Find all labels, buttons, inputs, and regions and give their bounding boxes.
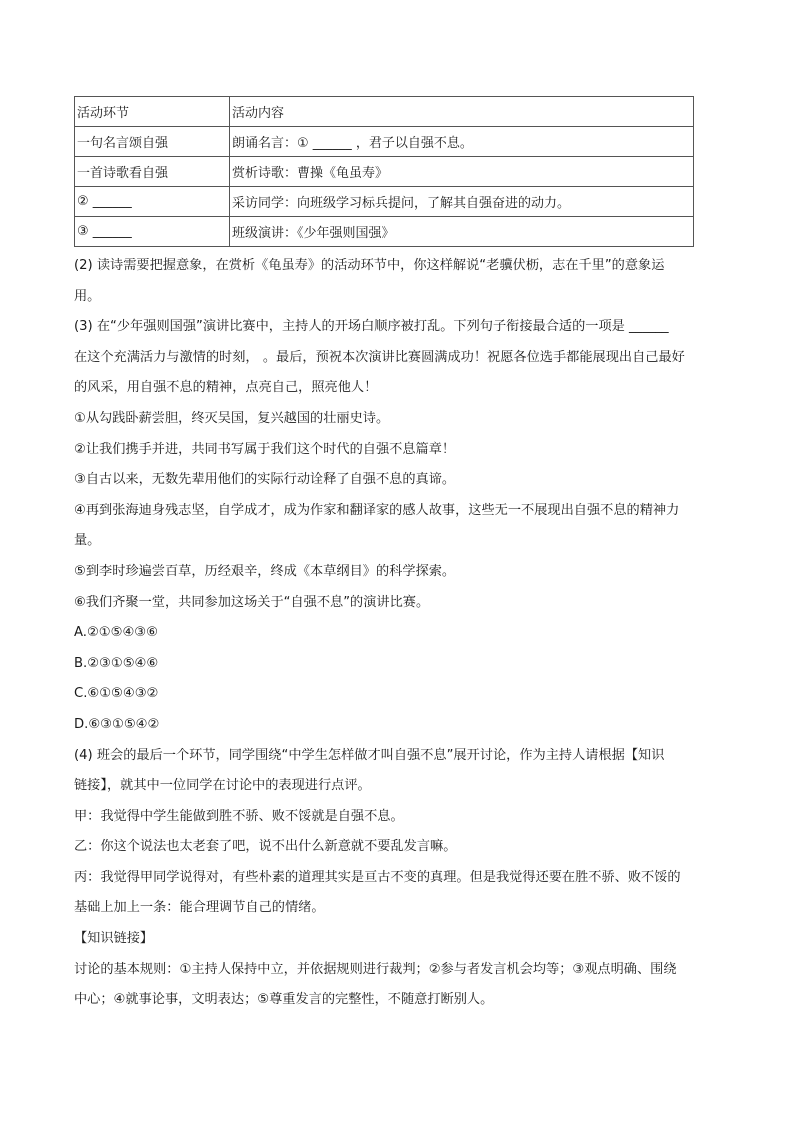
q3-sentence: ⑥我们齐聚一堂，共同参加这场关于“自强不息”的演讲比赛。 [74, 594, 430, 610]
q2-line: 用。 [74, 288, 101, 304]
document-page [74, 96, 720, 1016]
q3-sentence: ②让我们携手并进，共同书写属于我们这个时代的自强不息篇章！ [74, 441, 456, 457]
q3-line: (3) 在“少年强则国强”演讲比赛中，主持人的开场白顺序被打乱。下列句子衔接最合适的一项是 ______ [74, 319, 669, 335]
q2-line: (2) 读诗需要把握意象，在赏析《龟虽寿》的活动环节中，你这样解说“老骥伏枥，志在千里”的意象运 [74, 258, 665, 273]
dialogue-bing: 丙：我觉得甲同学说得对，有些朴素的道理其实是亘古不变的真理。但是我觉得还要在胜不骄、败不馁的 [74, 869, 681, 885]
table-header-cell: 活动环节 [75, 97, 230, 127]
q3-line: 的风采，用自强不息的精神，点亮自己，照亮他人！ [74, 380, 378, 396]
answer-option: D.⑥③①⑤④② [74, 716, 160, 732]
dialogue-yi: 乙：你这个说法也太老套了吧，说不出什么新意就不要乱发言嘛。 [74, 839, 457, 855]
answer-option: A.②①⑤④③⑥ [74, 625, 158, 641]
q4-line: 链接】，就其中一位同学在讨论中的表现进行点评。 [74, 778, 371, 794]
table-cell: 一句名言颂自强 [75, 127, 230, 157]
question-content [74, 251, 720, 1016]
answer-option: C.⑥①⑤④③② [74, 686, 159, 702]
table-row [75, 187, 694, 217]
table-cell: 一首诗歌看自强 [75, 157, 230, 187]
table-cell: ② ______ [75, 187, 230, 217]
table-cell: ③ ______ [75, 217, 230, 247]
q3-sentence: 量。 [74, 533, 101, 549]
q4-line: (4) 班会的最后一个环节，同学围绕“中学生怎样做才叫自强不息”展开讨论，作为主持人请根据【知识 [74, 747, 665, 763]
q3-sentence: ④再到张海迪身残志坚，自学成才，成为作家和翻译家的感人故事，这些无一不展现出自强不息的精神力 [74, 502, 680, 518]
table-row [75, 127, 694, 157]
table-row [75, 217, 694, 247]
table-cell: 赏析诗歌：曹操《龟虽寿》 [230, 157, 694, 187]
q3-sentence: ①从勾践卧薪尝胆，终灭吴国，复兴越国的壮丽史诗。 [74, 410, 390, 426]
activity-table [74, 96, 694, 247]
answer-option: B.②③①⑤④⑥ [74, 655, 159, 671]
discussion-rules: 讨论的基本规则：①主持人保持中立，并依据规则进行裁判；②参与者发言机会均等；③观点明确、围绕 [74, 961, 677, 977]
table-cell: 班级演讲：《少年强则国强》 [230, 217, 694, 247]
table-header-cell: 活动内容 [230, 97, 694, 127]
table-row [75, 157, 694, 187]
table-cell: 朗诵名言：① ______ ，君子以自强不息。 [230, 127, 694, 157]
q3-sentence: ③自古以来，无数先辈用他们的实际行动诠释了自强不息的真谛。 [74, 472, 456, 488]
q3-line: 在这个充满活力与激情的时刻， 。最后，预祝本次演讲比赛圆满成功！祝愿各位选手都能展现出自己最好 [74, 349, 685, 365]
dialogue-jia: 甲：我觉得中学生能做到胜不骄、败不馁就是自强不息。 [74, 808, 404, 824]
knowledge-link-title: 【知识链接】 [74, 931, 154, 947]
q3-sentence: ⑤到李时珍遍尝百草，历经艰辛，终成《本草纲目》的科学探索。 [74, 563, 456, 579]
discussion-rules: 中心；④就事论事，文明表达；⑤尊重发言的完整性，不随意打断别人。 [74, 992, 494, 1008]
table-cell: 采访同学：向班级学习标兵提问，了解其自强奋进的动力。 [230, 187, 694, 217]
table-header-row [75, 97, 694, 127]
dialogue-bing: 基础上加上一条：能合理调节自己的情绪。 [74, 900, 325, 916]
